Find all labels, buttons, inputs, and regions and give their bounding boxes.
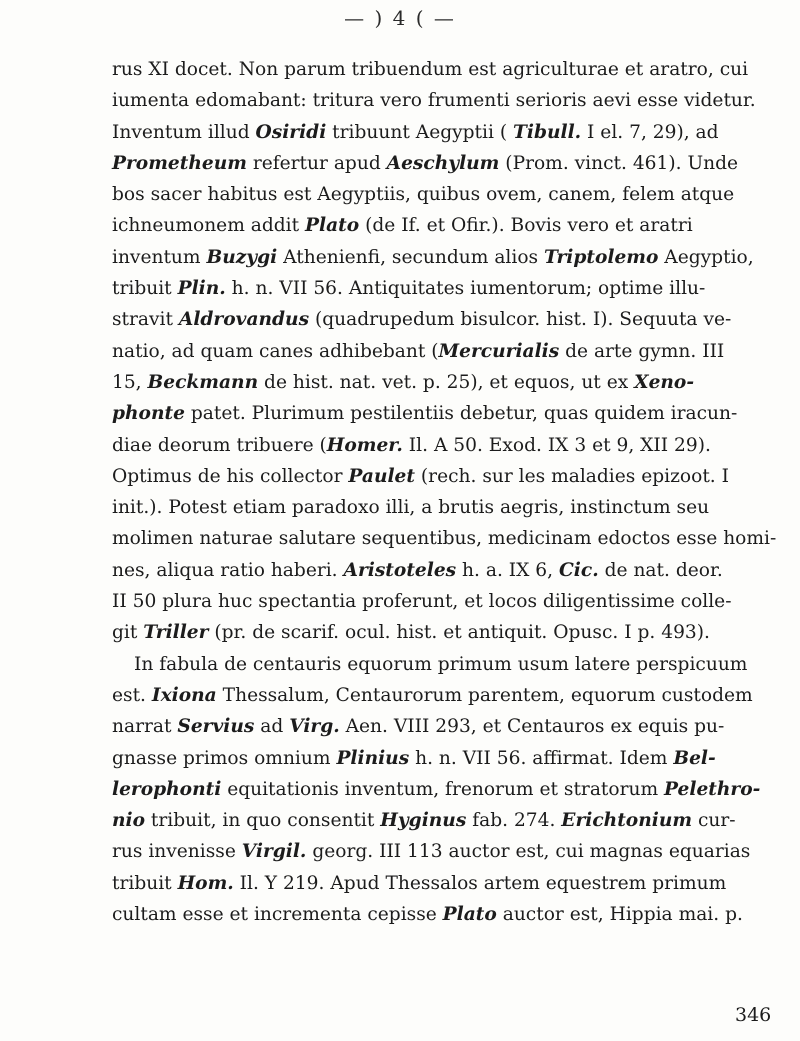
- italic-reference: Xeno-: [634, 371, 695, 393]
- text-line: [112, 492, 800, 523]
- italic-reference: Tibull.: [513, 121, 582, 143]
- text-segment: In fabula de centauris equorum primum usum latere perspicuum: [134, 653, 748, 675]
- catchword-page-number: 346: [735, 1004, 772, 1026]
- text-segment: Il. A 50. Exod. IX 3 et 9, XII 29).: [402, 434, 711, 456]
- italic-reference: Osiridi: [255, 121, 327, 143]
- text-line: [112, 523, 800, 554]
- text-line: [112, 617, 800, 648]
- italic-reference: Pelethro-: [664, 778, 761, 800]
- text-segment: tribuit: [112, 872, 178, 894]
- text-line: [112, 336, 800, 367]
- italic-reference: Aeschylum: [386, 152, 500, 174]
- text-line: [112, 805, 800, 836]
- italic-reference: Aldrovandus: [178, 309, 310, 331]
- text-line: [112, 367, 800, 398]
- italic-reference: Plinius: [336, 747, 410, 769]
- italic-reference: Plato: [305, 215, 360, 237]
- text-segment: rus XI docet. Non parum tribuendum est agriculturae et aratro, cui: [112, 59, 749, 80]
- italic-reference: Bel-: [673, 747, 716, 769]
- text-segment: Athenienfi, secundum alios: [277, 246, 544, 268]
- text-segment: natio, ad quam canes adhibebant (: [112, 340, 439, 362]
- text-segment: tribuit: [112, 278, 178, 300]
- text-line: [112, 430, 800, 461]
- text-segment: 15,: [112, 371, 148, 393]
- text-segment: stravit: [112, 309, 179, 331]
- text-segment: est.: [112, 684, 152, 706]
- text-line: [112, 711, 800, 742]
- text-line: [112, 649, 800, 680]
- text-segment: (rech. sur les maladies epizoot. I: [415, 465, 729, 487]
- italic-reference: Hyginus: [380, 810, 467, 832]
- italic-reference: Cic.: [558, 559, 599, 581]
- text-segment: cur-: [692, 810, 736, 832]
- italic-reference: Triller: [143, 622, 209, 644]
- text-segment: gnasse primos omnium: [112, 747, 337, 769]
- text-line: [112, 899, 800, 930]
- text-segment: cultam esse et incrementa cepisse: [112, 904, 443, 926]
- italic-reference: Mercurialis: [438, 340, 560, 362]
- italic-reference: Erichtonium: [561, 810, 693, 832]
- italic-reference: Prometheum: [112, 152, 247, 174]
- text-segment: (pr. de scarif. ocul. hist. et antiquit. Opusc. I p. 493).: [208, 622, 710, 644]
- text-line: [112, 304, 800, 335]
- text-line: [112, 54, 800, 85]
- text-segment: ad: [254, 716, 290, 738]
- italic-reference: Triptolemo: [543, 246, 659, 268]
- text-segment: h. n. VII 56. affirmat. Idem: [409, 747, 674, 769]
- text-line: [112, 242, 800, 273]
- text-line: [112, 210, 800, 241]
- text-segment: (de If. et Ofir.). Bovis vero et aratri: [359, 215, 693, 237]
- text-segment: Thessalum, Centaurorum parentem, equorum custodem: [216, 684, 753, 706]
- text-segment: Il. Y 219. Apud Thessalos artem equestrem primum: [233, 872, 727, 894]
- italic-reference: Virg.: [289, 716, 340, 738]
- italic-reference: Aristoteles: [343, 559, 457, 581]
- text-line: [112, 680, 800, 711]
- text-segment: I el. 7, 29), ad: [581, 121, 719, 143]
- text-segment: auctor est, Hippia mai. p.: [496, 904, 743, 926]
- page-header: — ) 4 ( —: [344, 6, 456, 30]
- text-segment: Optimus de his collector: [112, 465, 349, 487]
- italic-reference: Ixiona: [151, 684, 217, 706]
- text-line: [112, 586, 800, 617]
- italic-reference: Plin.: [177, 278, 226, 300]
- text-segment: git: [112, 622, 144, 644]
- text-segment: Aegyptio,: [658, 246, 754, 268]
- text-segment: bos sacer habitus est Aegyptiis, quibus ovem, canem, felem atque: [112, 184, 735, 206]
- text-segment: nes, aliqua ratio haberi.: [112, 559, 344, 581]
- text-segment: Aen. VIII 293, et Centauros ex equis pu-: [339, 716, 725, 738]
- text-line: [112, 273, 800, 304]
- italic-reference: lerophonti: [112, 778, 222, 800]
- text-segment: inventum: [112, 246, 207, 268]
- text-line: [112, 555, 800, 586]
- text-segment: ichneumonem addit: [112, 215, 306, 237]
- text-line: [112, 461, 800, 492]
- text-line: [112, 179, 800, 210]
- italic-reference: phonte: [112, 403, 185, 425]
- italic-reference: Hom.: [177, 872, 234, 894]
- italic-reference: Servius: [177, 716, 255, 738]
- text-segment: de nat. deor.: [598, 559, 723, 581]
- italic-reference: Buzygi: [206, 246, 278, 268]
- text-segment: de hist. nat. vet. p. 25), et equos, ut ex: [258, 371, 635, 393]
- text-line: [112, 148, 800, 179]
- text-segment: Inventum illud: [112, 121, 256, 143]
- text-segment: h. a. IX 6,: [456, 559, 559, 581]
- text-segment: equitationis inventum, frenorum et stratorum: [221, 778, 665, 800]
- text-line: [112, 836, 800, 867]
- text-line: [112, 398, 800, 429]
- text-line: [112, 868, 800, 899]
- text-segment: georg. III 113 auctor est, cui magnas equarias: [306, 841, 751, 863]
- text-segment: molimen naturae salutare sequentibus, medicinam edoctos esse homi-: [112, 528, 777, 550]
- text-line: [112, 743, 800, 774]
- text-segment: tribuit, in quo consentit: [145, 810, 381, 832]
- text-segment: fab. 274.: [466, 810, 562, 832]
- italic-reference: Paulet: [348, 465, 415, 487]
- text-segment: rus invenisse: [112, 841, 242, 863]
- text-segment: (Prom. vinct. 461). Unde: [499, 152, 739, 174]
- text-segment: patet. Plurimum pestilentiis debetur, quas quidem iracun-: [184, 403, 738, 425]
- body-text: [112, 54, 800, 930]
- text-line: [112, 85, 800, 116]
- text-segment: narrat: [112, 716, 178, 738]
- italic-reference: Virgil.: [241, 841, 307, 863]
- italic-reference: Homer.: [326, 434, 403, 456]
- text-segment: init.). Potest etiam paradoxo illi, a brutis aegris, instinctum seu: [112, 497, 710, 519]
- italic-reference: Plato: [442, 904, 497, 926]
- text-line: [112, 117, 800, 148]
- text-segment: (quadrupedum bisulcor. hist. I). Sequuta ve-: [309, 309, 732, 331]
- text-segment: refertur apud: [246, 152, 387, 174]
- italic-reference: nio: [112, 810, 146, 832]
- text-segment: de arte gymn. III: [559, 340, 725, 362]
- text-segment: tribuunt Aegyptii (: [326, 121, 514, 143]
- italic-reference: Beckmann: [147, 371, 259, 393]
- text-segment: diae deorum tribuere (: [112, 434, 327, 456]
- text-segment: h. n. VII 56. Antiquitates iumentorum; optime illu-: [225, 278, 706, 300]
- text-line: [112, 774, 800, 805]
- text-segment: II 50 plura huc spectantia proferunt, et locos diligentissime colle-: [112, 591, 732, 613]
- text-segment: iumenta edomabant: tritura vero frumenti serioris aevi esse videtur.: [112, 90, 756, 112]
